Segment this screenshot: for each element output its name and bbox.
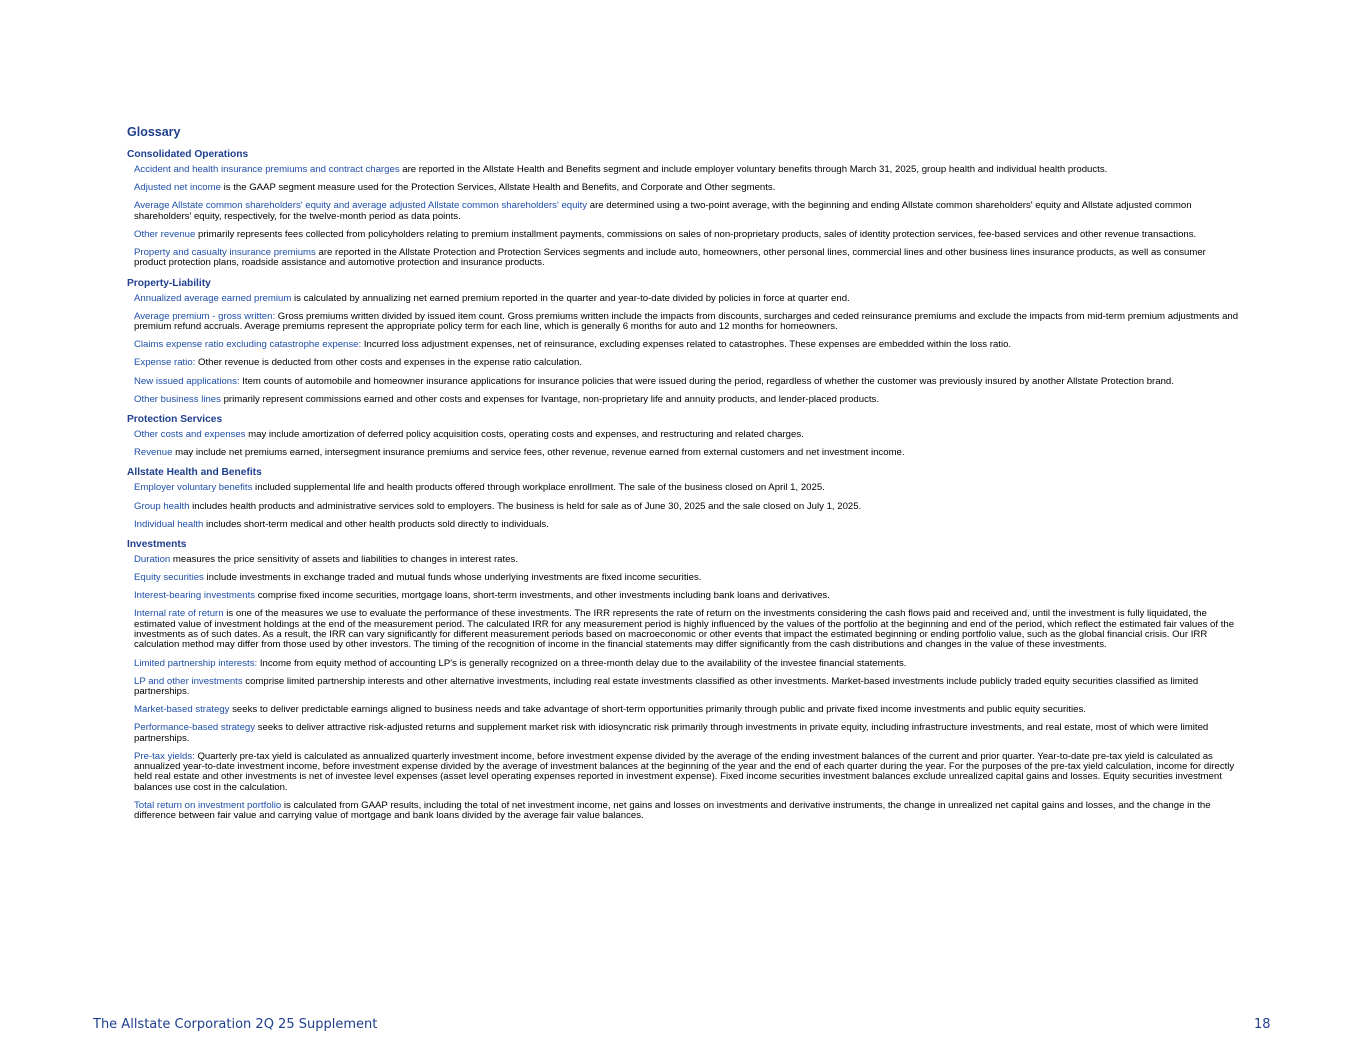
glossary-entry [134,555,1239,565]
section-heading: Investments [127,538,187,550]
glossary-term: Interest-bearing investments [134,590,256,602]
glossary-term: Internal rate of return [134,608,224,620]
glossary-definition: Item counts of automobile and homeowner insurance applications for insurance policies that were issued during the period, regardless of whether the customer was previously insured by another Allstate Protection brand. [239,375,1174,387]
glossary-term: Annualized average earned premium [134,292,292,304]
section-heading: Consolidated Operations [127,149,249,160]
glossary-entry [134,183,1239,193]
glossary-definition: Income from equity method of accounting LP's is generally recognized on a three-month delay due to the availability of the investee financial statements. [257,657,907,669]
glossary-definition: seeks to deliver attractive risk-adjusted returns and supplement market risk with idiosyncratic risk primarily through investments in private equity, including infrastructure investments, and real estate, most of which were limited partnerships. [134,722,1209,744]
glossary-entry [134,230,1239,240]
glossary-definition: Gross premiums written divided by issued item count. Gross premiums written include the impacts from discounts, surcharges and ceded reinsurance premiums and exclude the impacts from mid-term premium adjustments and premium refund accruals. Average premiums represent the appropriate policy term for each line, which is generally 6 months for auto and 12 months for homeowners. [134,310,1239,333]
glossary-definition: are reported in the Allstate Protection and Protection Services segments and include auto, homeowners, other personal lines, commercial lines and other business lines insurance products, as well as consumer product protection plans, roadside assistance and automotive protection and insurance products. [134,247,1206,269]
glossary-term: Total return on investment portfolio [134,799,282,811]
section-heading: Property-Liability [127,277,211,289]
section-protection-services [127,413,1239,458]
glossary-definition: are determined using a two-point average, with the beginning and ending Allstate common shareholders' equity and Allstate adjusted common shareholders' equity, respectively, for the twelve-month period as data points. [134,200,1192,222]
section-property-liability [127,277,1239,406]
glossary-term: Duration [134,553,171,565]
footer-page-number: 18 [1254,1017,1271,1032]
glossary-term: Expense ratio: [134,357,196,369]
glossary-entry [134,483,1239,493]
glossary-entry [134,340,1239,350]
glossary-entry [134,312,1239,333]
glossary-entry [134,165,1239,175]
glossary-entry [134,201,1239,222]
glossary-term: Performance-based strategy [134,722,256,734]
glossary-term: Market-based strategy [134,704,230,716]
glossary-term: Property and casualty insurance premiums [134,247,316,259]
glossary-entry [134,248,1239,269]
glossary-term: LP and other investments [134,675,243,687]
glossary-definition: is one of the measures we use to evaluate the performance of these investments. The IRR represents the rate of return on the investments considering the cash flows paid and received and, until the investment is fully liquidated, the estimated value of investment holdings at the end of the measurement period. The calculated IRR for any measurement period is highly influenced by the values of the portfolio at the beginning and end of the period, which reflect the estimated fair values of the investments as of such dates. As a result, the IRR can vary significantly for different measurement periods based on macroeconomic or other events that impact the estimated beginning or ending portfolio value, such as the global financial crisis. Our IRR calculation method may differ from those used by other investors. The timing of the recognition of income in the financial statements may differ significantly from the cash distributions and changes in the value of these investments. [134,608,1235,651]
glossary-definition: includes short-term medical and other health products sold directly to individuals. [203,518,549,530]
glossary-definition: primarily represents fees collected from policyholders relating to premium installment payments, commissions on sales of non-proprietary products, sales of identity protection services, fee-based services and other revenue transactions. [195,228,1197,240]
glossary-definition: comprise limited partnership interests and other alternative investments, including real estate investments classified as other investments. Market-based investments include publicly traded equity securities classified as limited partnerships. [134,675,1199,698]
glossary-term: Other costs and expenses [134,428,246,440]
glossary-term: Employer voluntary benefits [134,482,253,494]
glossary-term: Average premium - gross written: [134,310,276,322]
footer-company-name: The Allstate Corporation 2Q 25 Supplement [93,1017,378,1032]
glossary-term: Revenue [134,447,173,459]
glossary-entry [134,752,1239,793]
glossary-definition: comprise fixed income securities, mortgage loans, short-term investments, and other investments including bank loans and derivatives. [255,590,830,602]
glossary-definition: are reported in the Allstate Health and Benefits segment and include employer voluntary benefits through March 31, 2025, group health and individual health products. [399,164,1108,175]
section-investments [127,538,1239,822]
section-heading: Allstate Health and Benefits [127,467,262,479]
glossary-term: Claims expense ratio excluding catastrophe expense: [134,339,362,351]
glossary-term: Adjusted net income [134,182,221,194]
glossary-entry [134,573,1239,583]
page-title: Glossary [127,125,181,139]
glossary-definition: include investments in exchange traded and mutual funds whose underlying investments are fixed income securities. [203,572,702,584]
glossary-term: Average Allstate common shareholders' equity and average adjusted Allstate common shareholders' equity [134,200,588,212]
glossary-content [127,124,1239,829]
glossary-definition: includes health products and administrative services sold to employers. The business is held for sale as of June 30, 2025 and the sale closed on July 1, 2025. [189,500,862,512]
glossary-term: Group health [134,500,190,512]
glossary-term: Pre-tax yields: [134,750,195,762]
section-heading: Protection Services [127,413,223,425]
glossary-entry [134,705,1239,715]
glossary-definition: is the GAAP segment measure used for the Protection Services, Allstate Health and Benefits, and Corporate and Other segments. [220,182,776,194]
glossary-entry [134,659,1239,669]
glossary-entry [134,448,1239,458]
glossary-definition: Incurred loss adjustment expenses, net of reinsurance, excluding expenses related to catastrophes. These expenses are embedded within the loss ratio. [361,339,1012,351]
glossary-term: Equity securities [134,572,204,584]
glossary-entry [134,591,1239,601]
glossary-entry [134,377,1239,387]
glossary-entry [134,609,1239,650]
glossary-definition: Quarterly pre-tax yield is calculated as annualized quarterly investment income, before investment expense divided by the average of the ending investment balances of the current and prior quarter. Year-to-date pre-tax yield is calculated as annualized year-to-date investment income, before investment expense divided by the average of investment balances at the beginning of the year and the end of each quarter during the year. For the purposes of the pre-tax yield calculation, income for directly held real estate and other investments is net of investee level expenses (asset level operating expenses reported in investment expense). Fixed income securities investment balances exclude unrealized capital gains and losses. Equity securities investment balances use cost in the calculation. [134,750,1235,793]
glossary-entry [134,723,1239,744]
glossary-term: Other revenue [134,228,196,240]
glossary-definition: measures the price sensitivity of assets and liabilities to changes in interest rates. [170,553,518,565]
glossary-entry [134,358,1239,368]
glossary-definition: is calculated by annualizing net earned premium reported in the quarter and year-to-date divided by policies in force at quarter end. [291,292,850,304]
glossary-entry [134,294,1239,304]
glossary-entry [134,395,1239,405]
glossary-definition: is calculated from GAAP results, including the total of net investment income, net gains and losses on investments and derivative instruments, the change in unrealized net capital gains and losses, and the change in the difference between fair value and carrying value of mortgage and bank loans divided by the average fair value balances. [134,799,1211,822]
section-allstate-health-and-benefits [127,466,1239,530]
section-consolidated-operations [127,148,1239,269]
glossary-entry [134,801,1239,822]
glossary-term: Individual health [134,518,204,530]
glossary-term: Other business lines [134,393,221,405]
glossary-definition: primarily represent commissions earned and other costs and expenses for Ivantage, non-proprietary life and annuity products, and lender-placed products. [220,393,879,405]
glossary-definition: may include net premiums earned, intersegment insurance premiums and service fees, other revenue, revenue earned from external customers and net investment income. [172,447,905,459]
glossary-entry [134,502,1239,512]
glossary-definition: may include amortization of deferred policy acquisition costs, operating costs and expenses, and restructuring and related charges. [245,428,804,440]
glossary-definition: Other revenue is deducted from other costs and expenses in the expense ratio calculation. [195,357,582,369]
glossary-term: New issued applications: [134,375,240,387]
glossary-entry [134,677,1239,698]
glossary-definition: included supplemental life and health products offered through workplace enrollment. The sale of the business closed on April 1, 2025. [252,482,825,494]
glossary-term: Limited partnership interests: [134,657,258,669]
glossary-definition: seeks to deliver predictable earnings aligned to business needs and take advantage of short-term opportunities primarily through public and private fixed income investments and public equity securities. [229,704,1086,716]
glossary-entry [134,520,1239,530]
glossary-term: Accident and health insurance premiums and contract charges [134,164,400,175]
glossary-entry [134,430,1239,440]
